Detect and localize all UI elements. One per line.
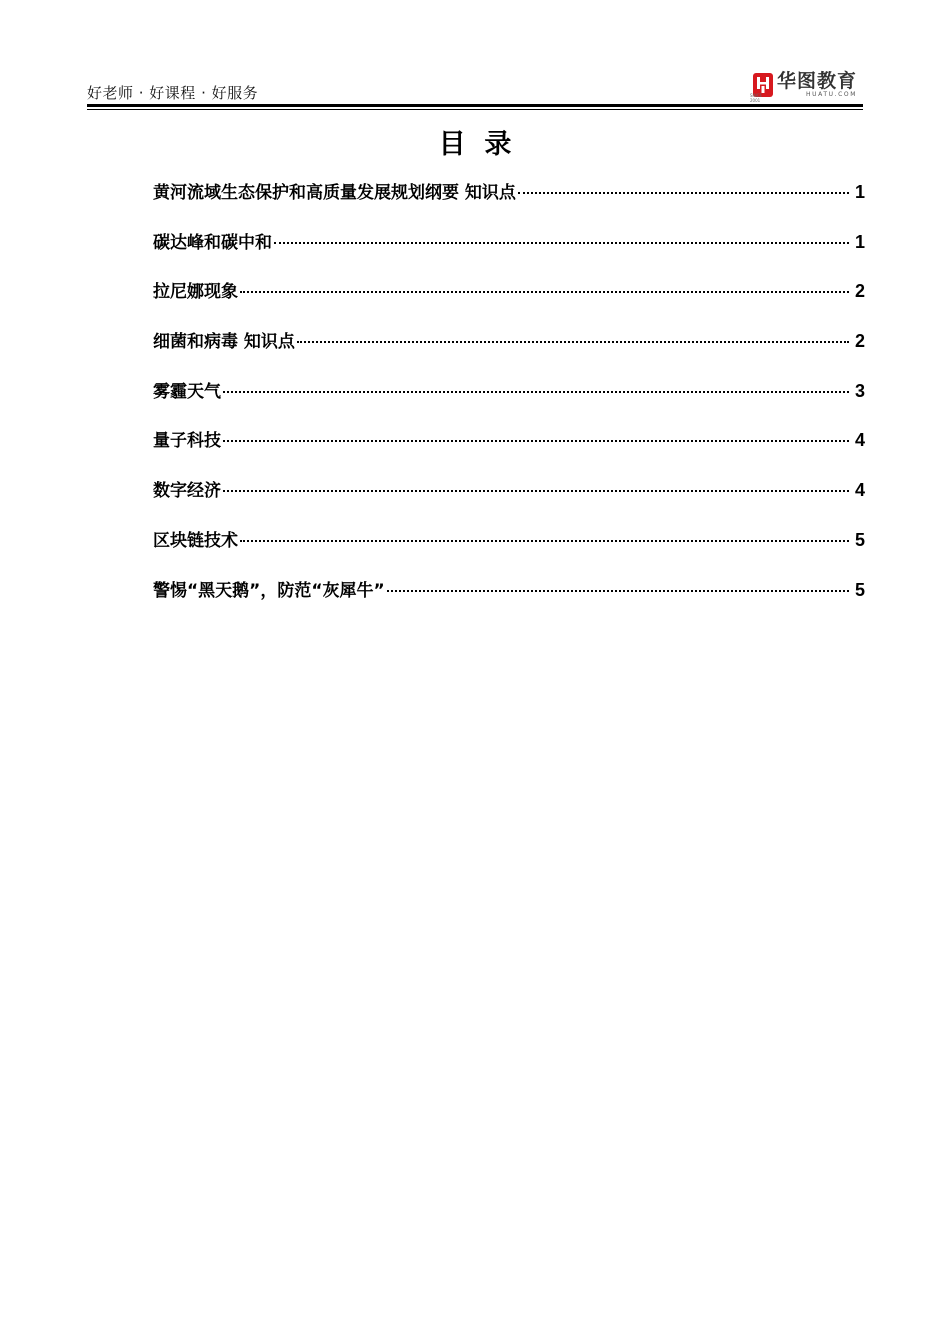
toc-entry[interactable] <box>153 576 865 626</box>
toc-leader-dots <box>518 192 849 194</box>
toc-entry[interactable] <box>153 526 865 576</box>
toc-entry-title: 警惕“黑天鹅”，防范“灰犀牛” <box>153 580 385 601</box>
toc-leader-dots <box>240 291 849 293</box>
toc-entry-title: 量子科技 <box>153 431 221 452</box>
logo-name-en: HUATU.COM <box>806 91 857 98</box>
header-rule-thick <box>87 104 863 107</box>
toc-leader-dots <box>223 440 849 442</box>
toc-entry[interactable] <box>153 178 865 228</box>
header-rule-thin <box>87 109 863 110</box>
toc-leader-dots <box>274 242 849 244</box>
toc-leader-dots <box>223 391 849 393</box>
toc-entry-title: 黄河流域生态保护和高质量发展规划纲要 知识点 <box>153 183 516 203</box>
toc-entry-page: 4 <box>855 430 866 451</box>
toc-entry[interactable] <box>153 476 865 526</box>
toc-entry-title: 细菌和病毒 知识点 <box>153 332 295 353</box>
header-slogan: 好老师 · 好课程 · 好服务 <box>87 84 259 102</box>
toc-entry-page: 5 <box>855 579 866 600</box>
toc-entry[interactable] <box>153 228 865 278</box>
toc-entry-title: 雾霾天气 <box>153 381 221 402</box>
logo-name-cn: 华图教育 <box>776 70 857 92</box>
toc-entry[interactable] <box>153 327 865 377</box>
toc-title: 目 录 <box>438 129 512 160</box>
table-of-contents <box>153 178 865 625</box>
toc-leader-dots <box>387 590 849 592</box>
brand-logo <box>749 70 857 103</box>
toc-entry-page: 3 <box>855 380 866 401</box>
toc-entry-page: 4 <box>855 480 866 501</box>
toc-entry[interactable] <box>153 377 865 427</box>
toc-entry-page: 5 <box>855 529 866 550</box>
toc-entry[interactable] <box>153 277 865 327</box>
toc-leader-dots <box>223 490 849 492</box>
toc-entry[interactable] <box>153 426 865 476</box>
toc-entry-title: 区块链技术 <box>153 530 238 551</box>
toc-entry-title: 数字经济 <box>153 481 221 502</box>
toc-entry-page: 1 <box>855 182 866 202</box>
logo-since-text: SINCE 2001 <box>749 93 763 103</box>
toc-entry-title: 拉尼娜现象 <box>153 282 238 303</box>
toc-leader-dots <box>297 341 849 343</box>
toc-entry-page: 2 <box>855 331 866 352</box>
huatu-logo-mark-icon <box>749 73 773 103</box>
toc-entry-page: 2 <box>855 281 866 302</box>
toc-entry-page: 1 <box>855 231 866 252</box>
toc-leader-dots <box>240 540 849 542</box>
toc-entry-title: 碳达峰和碳中和 <box>153 232 272 253</box>
